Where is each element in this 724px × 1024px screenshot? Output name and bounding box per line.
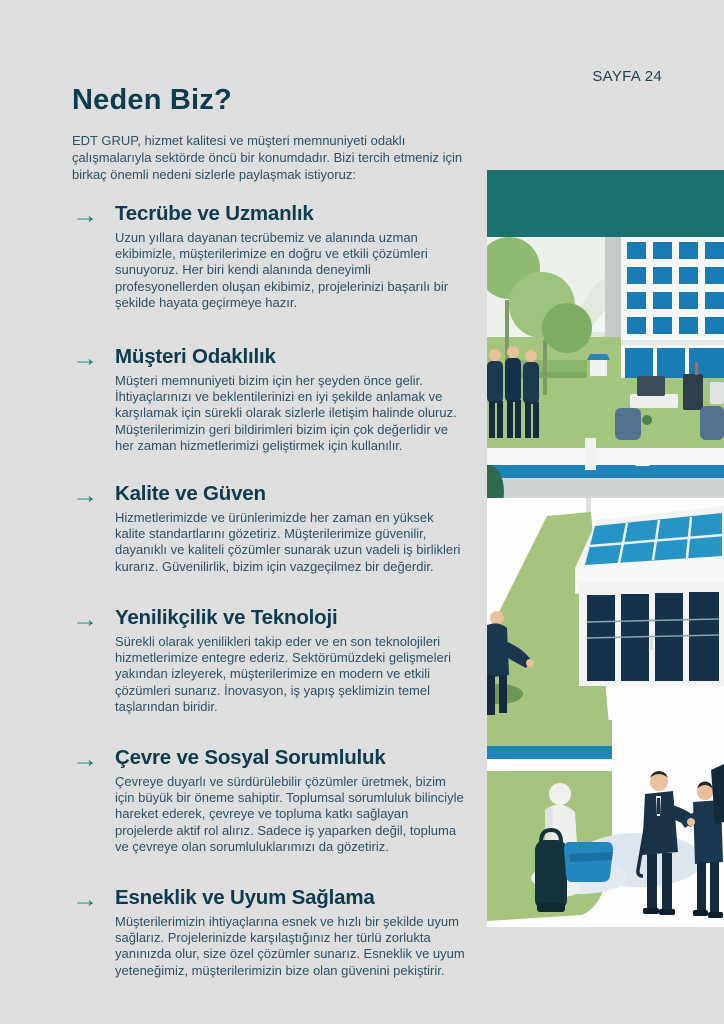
benefit-body: Uzun yıllara dayanan tecrübemiz ve alanında uzman ekibimizle, müşterilerimize en doğru ve etkili çözümleri sunuyoruz. Her biri kendi alanında deneyimli profesyonellerden oluşan ekibimiz, projelerinizi başarılı bir şekilde hayata geçirmeye hazır.	[115, 230, 449, 310]
benefit-title: Esneklik ve Uyum Sağlama	[115, 886, 375, 909]
benefit-item	[72, 606, 472, 715]
benefit-title: Çevre ve Sosyal Sorumluluk	[115, 746, 386, 769]
benefit-body: Müşteri memnuniyeti bizim için her şeyden önce gelir. İhtiyaçlarınızı ve beklentilerinizi en iyi şekilde anlamak ve karşılamak için sürekli olarak sizlerle iletişim halinde oluruz. Müşterilerimizin geri bildirimleri bizim için çok değerlidir ve her zaman hizmetlerimizi geliştirmek için kullanılır.	[115, 373, 457, 453]
benefit-body: Sürekli olarak yenilikleri takip eder ve en son teknolojileri hizmetlerimize entegre ederiz. Sektörümüzdeki gelişmeleri yakından izleyerek, müşterilerimize en modern ve etkili çözümleri sunarız. İnovasyon, iş yapış şeklimizin temel taşlarından biridir.	[115, 634, 451, 714]
arrow-right-icon: →	[72, 482, 99, 508]
benefit-title: Müşteri Odaklılık	[115, 345, 276, 368]
arrow-right-icon: →	[72, 345, 99, 371]
page-title: Neden Biz?	[72, 84, 232, 116]
benefit-item	[72, 345, 472, 454]
intro-paragraph: EDT GRUP, hizmet kalitesi ve müşteri memnuniyeti odaklı çalışmalarıyla sektörde öncü bir konumdadır. Bizi tercih etmeniz için birkaç önemli nedeni sizlerle paylaşmak istiyoruz:	[72, 133, 463, 182]
arrow-right-icon: →	[72, 746, 99, 772]
benefit-body: Müşterilerimizin ihtiyaçlarına esnek ve hızlı bir şekilde uyum sağlarız. Projelerinizde karşılaştığınız her türlü zorlukta yanınızda olur, size özel çözümler sunarız. Esneklik ve uyum yeteneğimiz, müşterilerimizin bize olan güvenini pekiştirir.	[115, 914, 465, 978]
benefit-item	[72, 202, 472, 311]
benefit-body: Çevreye duyarlı ve sürdürülebilir çözümler üretmek, bizim için büyük bir öneme sahiptir. Toplumsal sorumluluk bilinciyle hareket ederek, çevreye ve topluma katkı sağlayan projelerde aktif rol alırız. Sadece iş yaparken değil, topluma ve çevreye olan sorumluluklarımızı da gözetiriz.	[115, 774, 464, 854]
arrow-right-icon: →	[72, 202, 99, 228]
benefit-body: Hizmetlerimizde ve ürünlerimizde her zaman en yüksek kalite standartlarını gözetiriz. Müşterilerimize güvenilir, dayanıklı ve kaliteli çözümler sunarak uzun vadeli iş birlikleri kurarız. Güvenilirlik, bizim için vazgeçilmez bir değerdir.	[115, 510, 461, 574]
arrow-right-icon: →	[72, 886, 99, 912]
benefit-item	[72, 746, 472, 855]
benefit-item	[72, 482, 472, 575]
benefit-title: Yenilikçilik ve Teknoloji	[115, 606, 338, 629]
benefit-title: Tecrübe ve Uzmanlık	[115, 202, 314, 225]
benefit-title: Kalite ve Güven	[115, 482, 266, 505]
arrow-right-icon: →	[72, 606, 99, 632]
office-illustration	[487, 170, 724, 927]
page-number: SAYFA 24	[592, 68, 662, 85]
benefit-item	[72, 886, 472, 979]
